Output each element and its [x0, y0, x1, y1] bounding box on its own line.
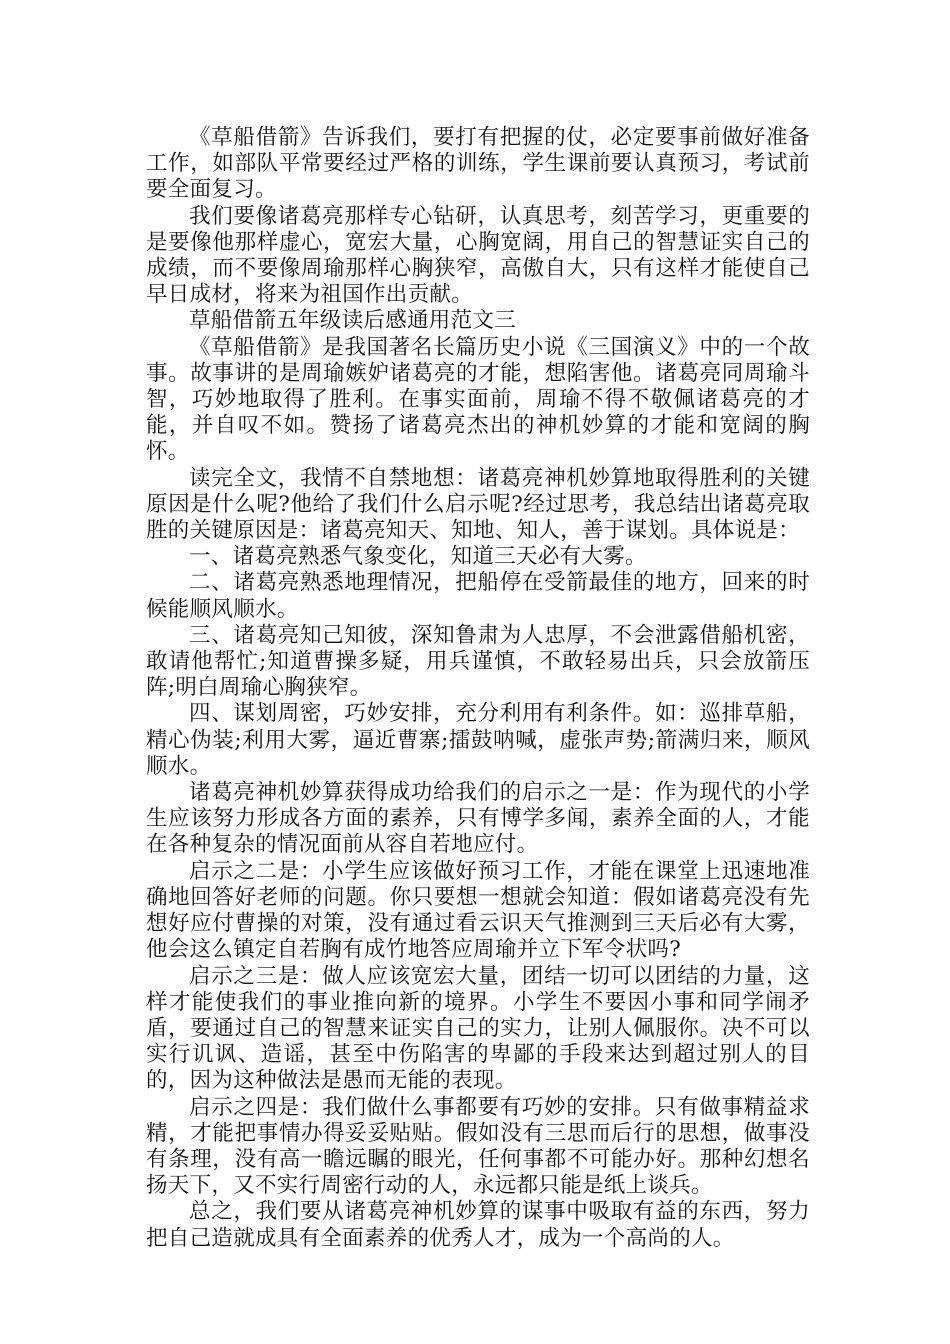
list-item: 三、诸葛亮知己知彼，深知鲁肃为人忠厚，不会泄露借船机密，敢请他帮忙;知道曹操多疑，用兵谨慎，不敢轻易出兵，只会放箭压阵;明白周瑜心胸狭窄。 — [146, 622, 810, 701]
paragraph: 启示之四是：我们做什么事都要有巧妙的安排。只有做事精益求精，才能把事情办得妥妥贴贴。假如没有三思而后行的思想，做事没有条理，没有高一瞻远瞩的眼光，任何事都不可能办好。那种幻想名扬天下，又不实行周密行动的人，永远都只能是纸上谈兵。 — [146, 1094, 810, 1199]
paragraph: 读完全文，我情不自禁地想：诸葛亮神机妙算地取得胜利的关键原因是什么呢?他给了我们什么启示呢?经过思考，我总结出诸葛亮取胜的关键原因是：诸葛亮知天、知地、知人，善于谋划。具体说是： — [146, 465, 810, 544]
document-body — [146, 125, 810, 1252]
paragraph: 《草船借箭》是我国著名长篇历史小说《三国演义》中的一个故事。故事讲的是周瑜嫉妒诸葛亮的才能，想陷害他。诸葛亮同周瑜斗智，巧妙地取得了胜利。在事实面前，周瑜不得不敬佩诸葛亮的才能，并自叹不如。赞扬了诸葛亮杰出的神机妙算的才能和宽阔的胸怀。 — [146, 334, 810, 465]
list-item: 二、诸葛亮熟悉地理情况，把船停在受箭最佳的地方，回来的时候能顺风顺水。 — [146, 570, 810, 622]
paragraph: 我们要像诸葛亮那样专心钻研，认真思考，刻苦学习，更重要的是要像他那样虚心，宽宏大量，心胸宽阔，用自己的智慧证实自己的成绩，而不要像周瑜那样心胸狭窄，高傲自大，只有这样才能使自己早日成材，将来为祖国作出贡献。 — [146, 203, 810, 308]
paragraph: 总之，我们要从诸葛亮神机妙算的谋事中吸取有益的东西，努力把自己造就成具有全面素养的优秀人才，成为一个高尚的人。 — [146, 1199, 810, 1251]
paragraph: 启示之二是：小学生应该做好预习工作，才能在课堂上迅速地准确地回答好老师的问题。你只要想一想就会知道：假如诸葛亮没有先想好应付曹操的对策，没有通过看云识天气推测到三天后必有大雾，他会这么镇定自若胸有成竹地答应周瑜并立下军令状吗? — [146, 858, 810, 963]
paragraph: 诸葛亮神机妙算获得成功给我们的启示之一是：作为现代的小学生应该努力形成各方面的素养，只有博学多闻，素养全面的人，才能在各种复杂的情况面前从容自若地应付。 — [146, 780, 810, 858]
paragraph: 启示之三是：做人应该宽宏大量，团结一切可以团结的力量，这样才能使我们的事业推向新的境界。小学生不要因小事和同学闹矛盾，要通过自己的智慧来证实自己的实力，让别人佩服你。决不可以实行讥讽、造谣，甚至中伤陷害的卑鄙的手段来达到超过别人的目的，因为这种做法是愚而无能的表现。 — [146, 963, 810, 1094]
list-item: 四、谋划周密，巧妙安排，充分利用有利条件。如：巡排草船，精心伪装;利用大雾，逼近曹寨;擂鼓呐喊，虚张声势;箭满归来，顺风顺水。 — [146, 701, 810, 779]
section-heading: 草船借箭五年级读后感通用范文三 — [189, 308, 517, 334]
paragraph: 《草船借箭》告诉我们，要打有把握的仗，必定要事前做好准备工作，如部队平常要经过严格的训练，学生课前要认真预习，考试前要全面复习。 — [146, 125, 810, 203]
list-item: 一、诸葛亮熟悉气象变化，知道三天必有大雾。 — [189, 544, 647, 570]
